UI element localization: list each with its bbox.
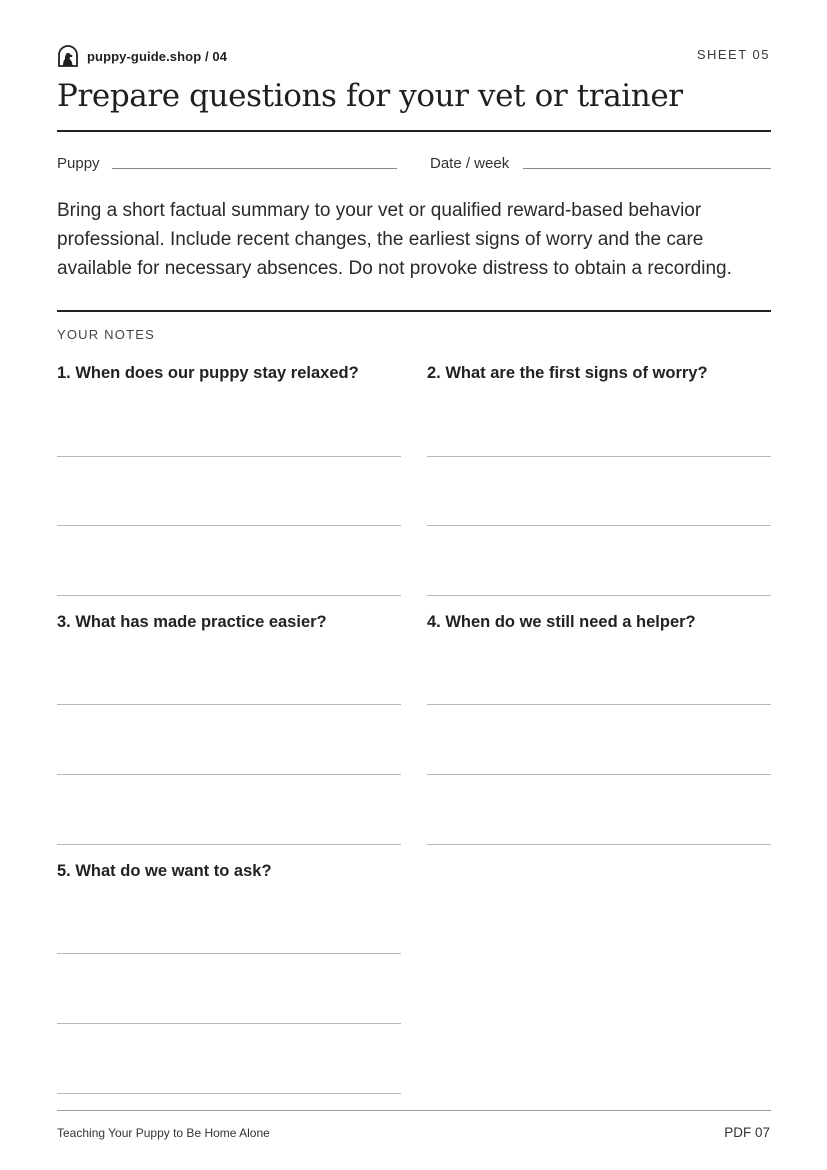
note-line[interactable] — [57, 844, 401, 845]
footer-page-number: PDF 07 — [724, 1125, 770, 1140]
note-line[interactable] — [57, 1023, 401, 1024]
note-line[interactable] — [427, 525, 771, 526]
puppy-field-label: Puppy — [57, 155, 100, 172]
intro-divider — [57, 310, 771, 312]
question-3: 3. What has made practice easier? — [57, 613, 327, 631]
date-field-line[interactable] — [523, 168, 771, 169]
note-line[interactable] — [427, 704, 771, 705]
brand-text: puppy-guide.shop / 04 — [87, 48, 228, 64]
page-title: Prepare questions for your vet or trainer — [57, 78, 683, 114]
note-line[interactable] — [57, 774, 401, 775]
note-line[interactable] — [427, 774, 771, 775]
question-5: 5. What do we want to ask? — [57, 862, 272, 880]
sheet-number: SHEET 05 — [696, 47, 770, 62]
footer-divider — [57, 1110, 771, 1111]
date-field-label: Date / week — [430, 155, 510, 172]
puppy-field-line[interactable] — [112, 168, 397, 169]
note-line[interactable] — [57, 456, 401, 457]
dog-logo-icon — [57, 45, 79, 67]
notes-section-label: YOUR NOTES — [57, 327, 155, 342]
note-line[interactable] — [57, 525, 401, 526]
footer-title: Teaching Your Puppy to Be Home Alone — [57, 1126, 270, 1140]
title-divider — [57, 130, 771, 132]
note-line[interactable] — [427, 456, 771, 457]
question-4: 4. When do we still need a helper? — [427, 613, 696, 631]
question-1: 1. When does our puppy stay relaxed? — [57, 364, 359, 382]
note-line[interactable] — [57, 595, 401, 596]
note-line[interactable] — [427, 595, 771, 596]
question-2: 2. What are the first signs of worry? — [427, 364, 708, 382]
note-line[interactable] — [57, 704, 401, 705]
brand — [57, 45, 227, 67]
note-line[interactable] — [57, 1093, 401, 1094]
note-line[interactable] — [57, 953, 401, 954]
intro-paragraph: Bring a short factual summary to your vet or qualified reward-based behavior professional. Include recent changes, the earliest signs of worry and the care available for necessary absences. Do not provoke distress to obtain a recording. — [57, 200, 732, 279]
note-line[interactable] — [427, 844, 771, 845]
